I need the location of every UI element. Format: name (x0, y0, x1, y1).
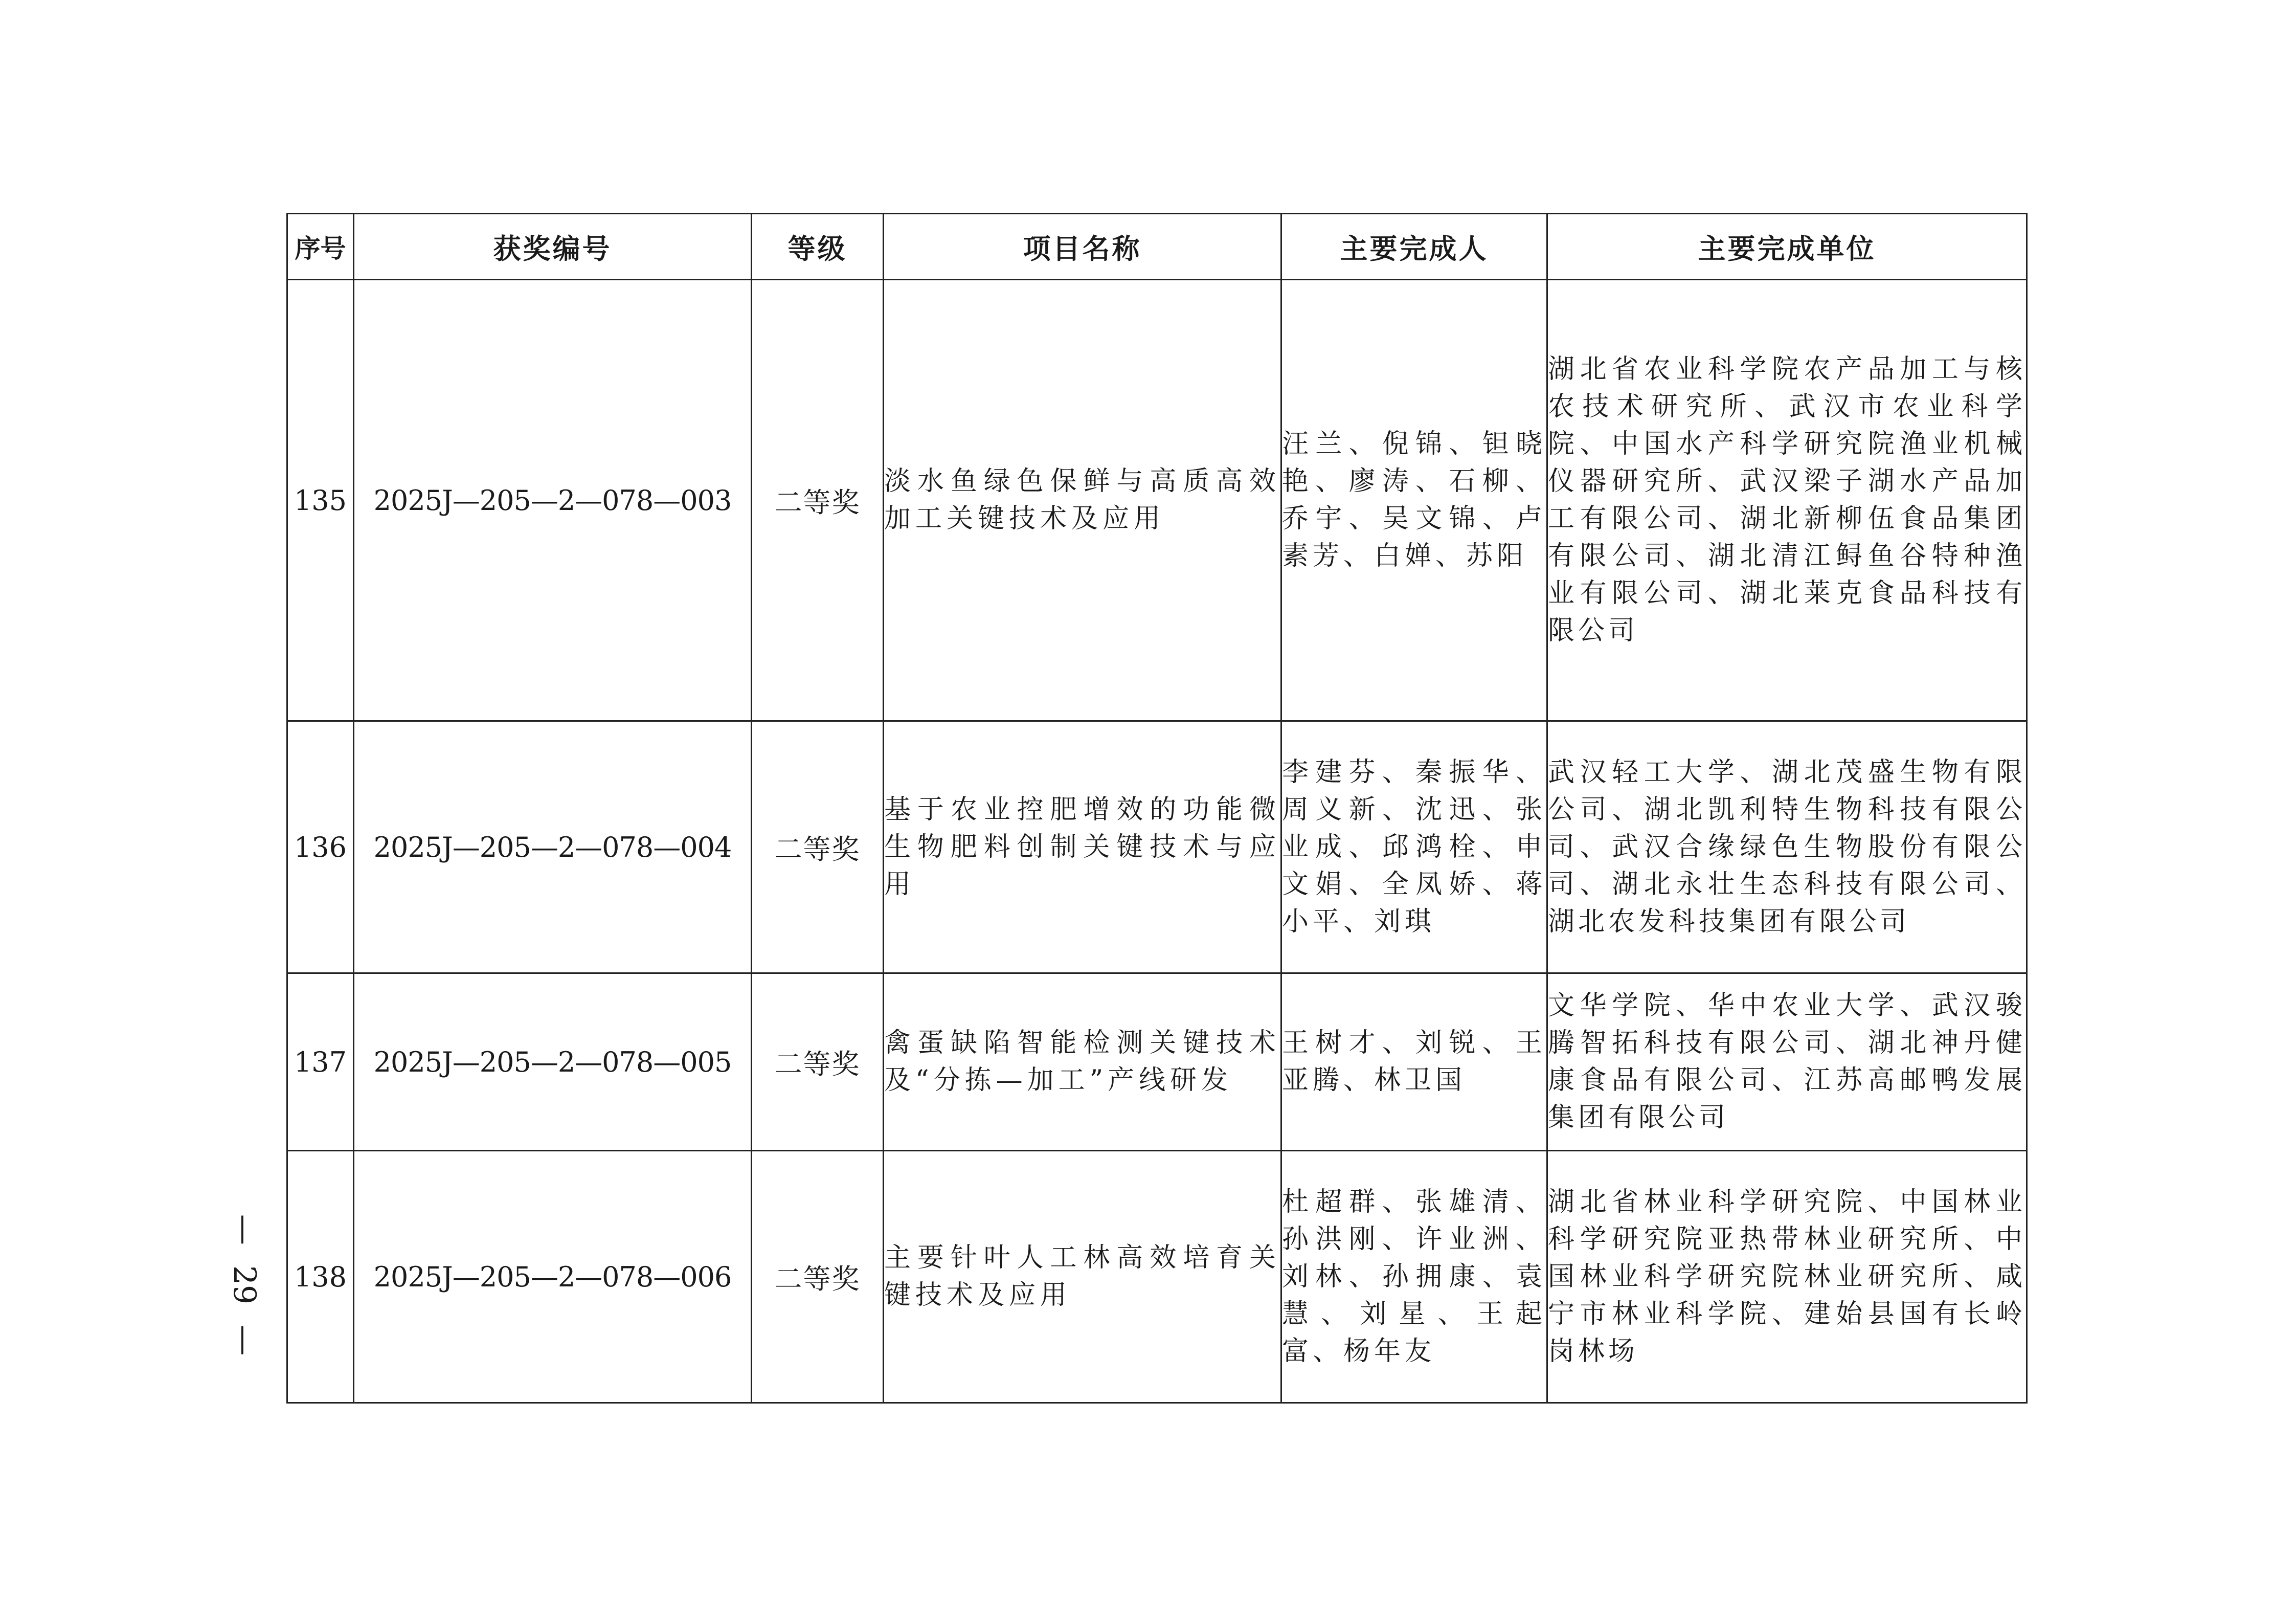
row-grade: 二等奖 (752, 721, 884, 973)
row-main-units: 文华学院、华中农业大学、武汉骏腾智拓科技有限公司、湖北神丹健康食品有限公司、江苏高邮鸭发展集团有限公司 (1547, 973, 2027, 1151)
row-main-contributors: 汪兰、倪锦、钽晓艳、廖涛、石柳、乔宇、吴文锦、卢素芳、白婵、苏阳 (1281, 280, 1547, 721)
header-grade: 等级 (752, 214, 884, 280)
row-award-code: 2025J—205—2—078—003 (354, 280, 752, 721)
table-row (287, 280, 2027, 721)
row-project-name: 主要针叶人工林高效培育关键技术及应用 (884, 1151, 1281, 1403)
row-project-name: 淡水鱼绿色保鲜与高质高效加工关键技术及应用 (884, 280, 1281, 721)
row-grade: 二等奖 (752, 280, 884, 721)
row-seq: 135 (287, 280, 354, 721)
page-number (168, 1214, 321, 1356)
row-main-units: 湖北省林业科学研究院、中国林业科学研究院亚热带林业研究所、中国林业科学研究院林业研究所、咸宁市林业科学院、建始县国有长岭岗林场 (1547, 1151, 2027, 1403)
row-main-units: 武汉轻工大学、湖北茂盛生物有限公司、湖北凯利特生物科技有限公司、武汉合缘绿色生物股份有限公司、湖北永壮生态科技有限公司、湖北农发科技集团有限公司 (1547, 721, 2027, 973)
row-award-code: 2025J—205—2—078—005 (354, 973, 752, 1151)
header-project: 项目名称 (884, 214, 1281, 280)
row-grade: 二等奖 (752, 973, 884, 1151)
page-number-value: 29 (227, 1265, 262, 1305)
page-number-dash-right: — (227, 1325, 262, 1356)
row-seq: 136 (287, 721, 354, 973)
header-people: 主要完成人 (1281, 214, 1547, 280)
row-main-contributors: 杜超群、张雄清、孙洪刚、许业洲、刘林、孙拥康、袁慧、刘星、王起富、杨年友 (1281, 1151, 1547, 1403)
header-row (287, 214, 2027, 280)
header-seq: 序号 (287, 214, 354, 280)
table-row (287, 973, 2027, 1151)
row-project-name: 基于农业控肥增效的功能微生物肥料创制关键技术与应用 (884, 721, 1281, 973)
row-award-code: 2025J—205—2—078—006 (354, 1151, 752, 1403)
page-number-dash-left: — (227, 1214, 262, 1245)
awards-table (286, 213, 2028, 1404)
row-seq: 137 (287, 973, 354, 1151)
row-project-name: 禽蛋缺陷智能检测关键技术及“分拣—加工”产线研发 (884, 973, 1281, 1151)
row-award-code: 2025J—205—2—078—004 (354, 721, 752, 973)
header-units: 主要完成单位 (1547, 214, 2027, 280)
table-row (287, 721, 2027, 973)
row-main-units: 湖北省农业科学院农产品加工与核农技术研究所、武汉市农业科学院、中国水产科学研究院渔业机械仪器研究所、武汉梁子湖水产品加工有限公司、湖北新柳伍食品集团有限公司、湖北清江鲟鱼谷特种渔业有限公司、湖北莱克食品科技有限公司 (1547, 280, 2027, 721)
row-grade: 二等奖 (752, 1151, 884, 1403)
row-seq: 138 (287, 1151, 354, 1403)
row-main-contributors: 王树才、刘锐、王亚腾、林卫国 (1281, 973, 1547, 1151)
row-main-contributors: 李建芬、秦振华、周义新、沈迅、张业成、邱鸿栓、申文娟、全凤娇、蒋小平、刘琪 (1281, 721, 1547, 973)
table-row (287, 1151, 2027, 1403)
header-code: 获奖编号 (354, 214, 752, 280)
